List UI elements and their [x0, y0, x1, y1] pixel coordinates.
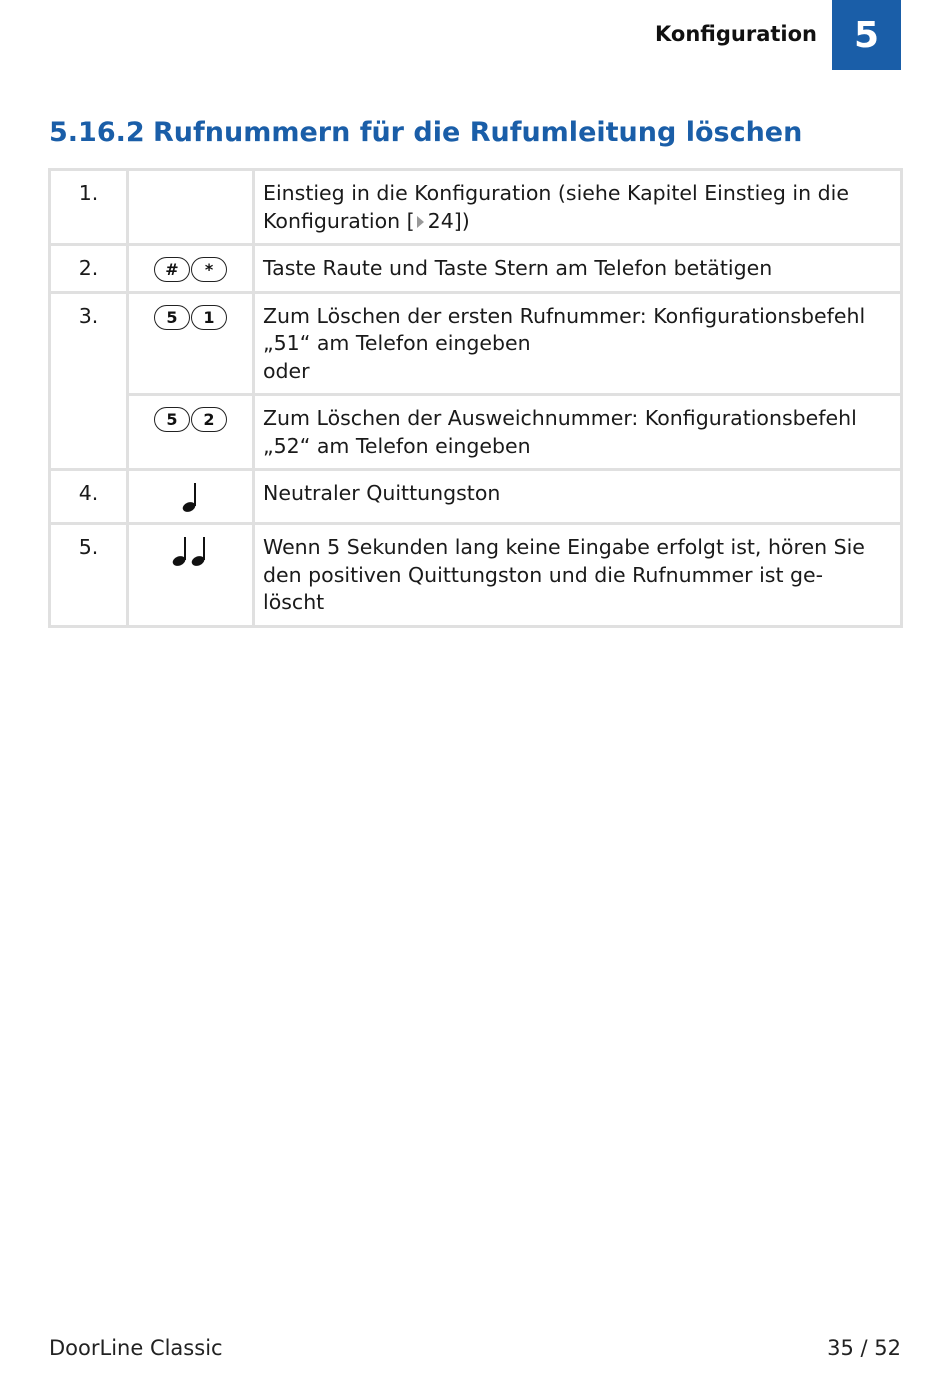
key-cell — [128, 470, 254, 524]
step-text — [254, 170, 902, 245]
key-cell — [128, 292, 254, 395]
key-cell — [128, 524, 254, 627]
steps-table — [48, 168, 903, 628]
step-number: 4. — [50, 470, 128, 524]
table-row — [50, 245, 902, 293]
step-text-line: Einstieg in die Konfiguration (siehe Kapitel Einstieg in die — [263, 181, 849, 205]
step-text-line: Neutraler Quittungston — [263, 481, 501, 505]
table-row — [50, 524, 902, 627]
step-number: 5. — [50, 524, 128, 627]
section-title: Rufnummern für die Rufumleitung löschen — [153, 117, 803, 148]
key-5-icon: 5 — [154, 407, 190, 432]
key-5-icon: 5 — [154, 305, 190, 330]
step-text-line: löscht — [263, 590, 325, 614]
step-text — [254, 395, 902, 470]
page-ref-arrow-icon — [417, 216, 424, 228]
step-text-line: oder — [263, 358, 310, 383]
cross-ref-link[interactable]: 24 — [427, 208, 454, 233]
table-row — [50, 292, 902, 395]
step-text-line: „51“ am Telefon eingeben — [263, 331, 531, 355]
footer-product: DoorLine Classic — [49, 1336, 223, 1360]
double-quarter-note-icon — [171, 534, 211, 568]
section-number: 5.16.2 — [49, 117, 145, 148]
step-text-line: Taste Raute und Taste Stern am Telefon betätigen — [263, 256, 773, 280]
step-number: 1. — [50, 170, 128, 245]
key-cell — [128, 395, 254, 470]
step-text-line: Zum Löschen der ersten Rufnummer: Konfigurationsbefehl — [263, 303, 866, 328]
cross-ref-prefix: Konfiguration [ — [263, 208, 415, 233]
step-number: 2. — [50, 245, 128, 293]
step-number: 3. — [50, 292, 128, 470]
step-text-line: den positiven Quittungston und die Rufnummer ist ge- — [263, 562, 824, 587]
table-row — [50, 470, 902, 524]
step-text — [254, 470, 902, 524]
chapter-number-badge: 5 — [832, 0, 901, 70]
table-row — [50, 170, 902, 245]
table-row — [50, 395, 902, 470]
key-1-icon: 1 — [191, 305, 227, 330]
footer-page-number: 35 / 52 — [827, 1336, 901, 1360]
key-2-icon: 2 — [191, 407, 227, 432]
step-text — [254, 245, 902, 293]
hash-key-icon: # — [154, 257, 190, 282]
step-text-line: „52“ am Telefon eingeben — [263, 433, 531, 458]
star-key-icon: * — [191, 257, 227, 282]
section-heading — [49, 117, 802, 148]
quarter-note-icon — [181, 480, 201, 514]
key-cell — [128, 170, 254, 245]
step-text-line: Wenn 5 Sekunden lang keine Eingabe erfolgt ist, hören Sie — [263, 535, 865, 559]
step-text — [254, 292, 902, 395]
chapter-label: Konfiguration — [655, 22, 817, 46]
cross-ref-suffix: ]) — [453, 208, 470, 233]
step-text-line: Zum Löschen der Ausweichnummer: Konfigurationsbefehl — [263, 406, 857, 430]
key-cell — [128, 245, 254, 293]
step-text-line — [263, 208, 892, 236]
step-text — [254, 524, 902, 627]
